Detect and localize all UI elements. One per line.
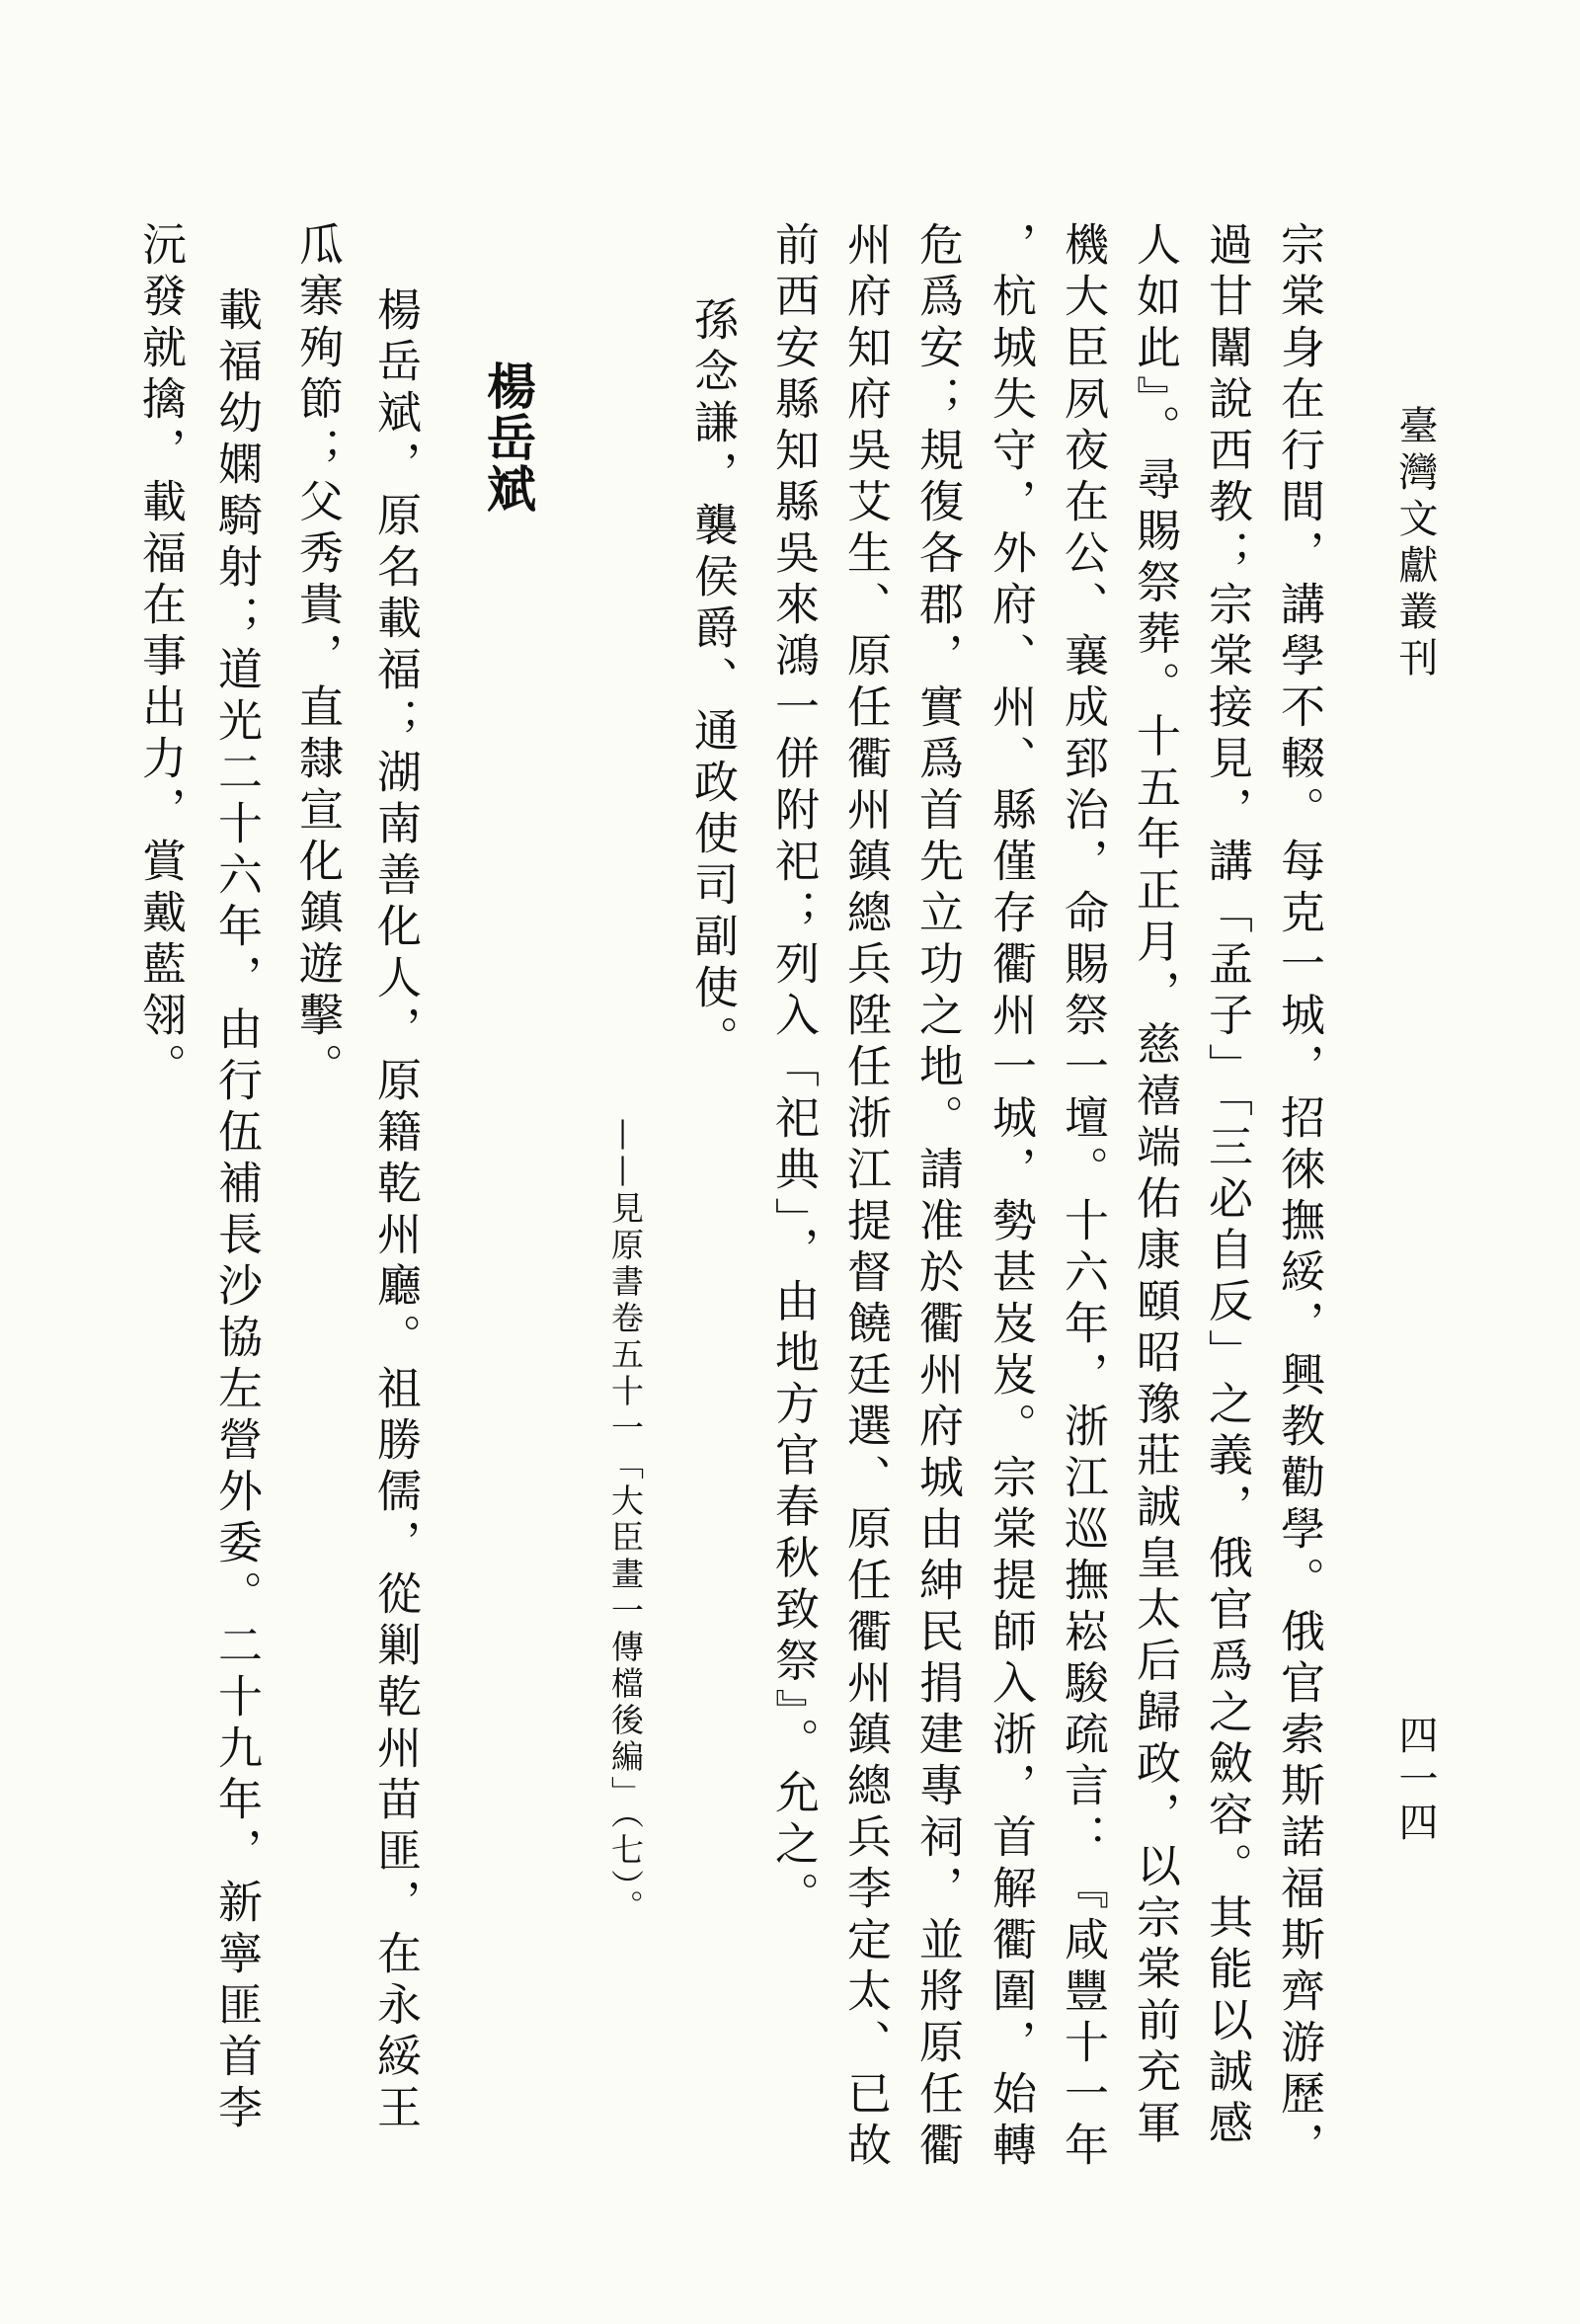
page-number: 四一四 bbox=[1392, 1715, 1438, 1845]
text-column: 過甘闈說西教；宗棠接見，講「孟子」「三必自反」之義，俄官爲之斂容。其能以誠感 bbox=[1201, 221, 1253, 2151]
text-column: 機大臣夙夜在公、襄成郅治，命賜祭一壇。十六年，浙江巡撫崧駿疏言：『咸豐十一年 bbox=[1057, 221, 1109, 2173]
text-column: 載福幼嫻騎射；道光二十六年，由行伍補長沙協左營外委。二十九年，新寧匪首李 bbox=[210, 286, 263, 2135]
section-heading: 楊岳斌 bbox=[479, 361, 537, 515]
running-header-series-title: 臺灣文獻叢刊 bbox=[1392, 405, 1438, 683]
text-column: 孫念謙，襲侯爵、通政使司副使。 bbox=[686, 296, 739, 1067]
text-column: ，杭城失守，外府、州、縣僅存衢州一城，勢甚岌岌。宗棠提師入浙，首解衢圍，始轉 bbox=[985, 221, 1037, 2173]
text-column: 瓜寨殉節；父秀貴，直隸宣化鎮遊擊。 bbox=[291, 221, 344, 1094]
text-column: 楊岳斌，原名載福；湖南善化人，原籍乾州廳。祖勝儒，從剿乾州苗匪，在永綏王 bbox=[369, 286, 422, 2135]
text-column: 人如此』。尋賜祭葬。十五年正月，慈禧端佑康頤昭豫莊誠皇太后歸政，以宗棠前充軍 bbox=[1129, 221, 1181, 2151]
text-column: 危爲安；規復各郡，實爲首先立功之地。請准於衢州府城由紳民捐建專祠，並將原任衢 bbox=[911, 221, 964, 2173]
text-column: 前西安縣知縣吳來鴻一併附祀；列入「祀典」，由地方官春秋致祭』。允之。 bbox=[767, 221, 820, 1923]
text-column: 沅發就擒，載福在事出力，賞戴藍翎。 bbox=[134, 221, 187, 1094]
text-column: 宗棠身在行間，講學不輟。每克一城，招徠撫綏，興教勸學。俄官索斯諾福斯齊游歷， bbox=[1273, 221, 1325, 2173]
source-citation: ——見原書卷五十一「大臣畫一傳檔後編」（七）。 bbox=[606, 1118, 645, 1926]
text-column: 州府知府吳艾生、原任衢州鎮總兵陞任浙江提督饒廷選、原任衢州鎮總兵李定太、已故 bbox=[839, 221, 892, 2173]
